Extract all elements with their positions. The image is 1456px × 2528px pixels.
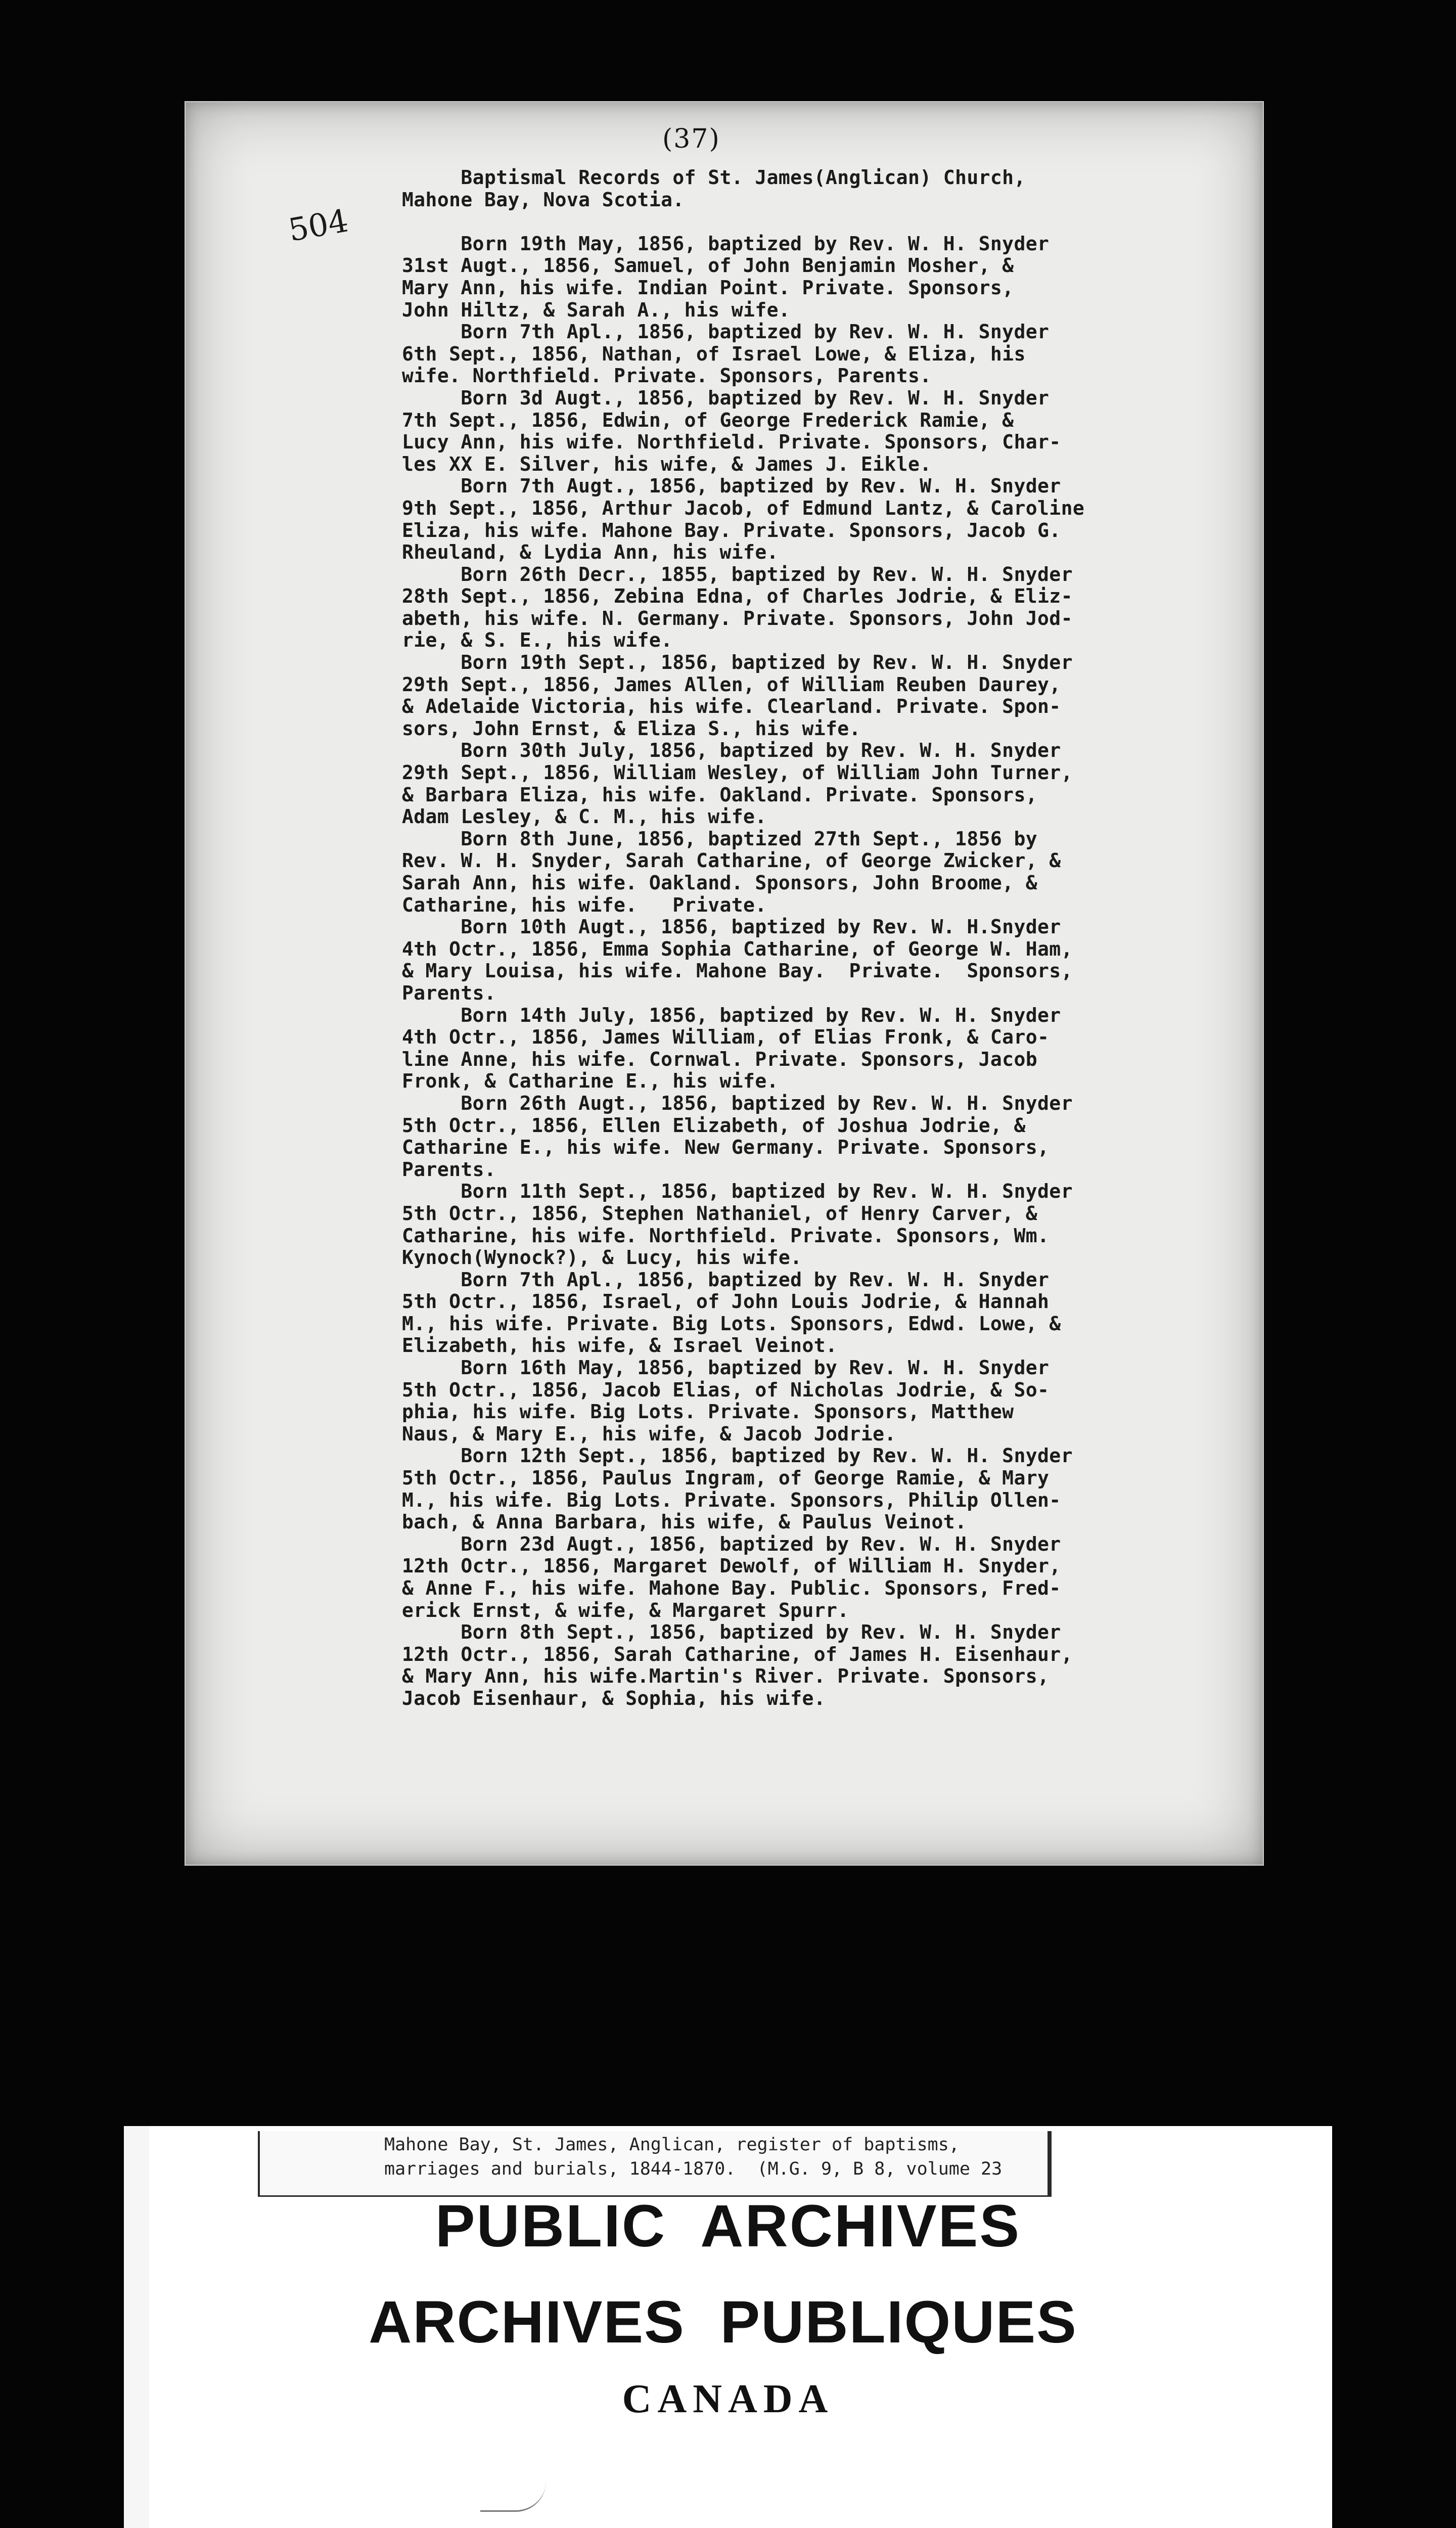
typed-line: Born 10th Augt., 1856, baptized by Rev. W. H.Snyder (402, 916, 1061, 938)
typed-line: Adam Lesley, & C. M., his wife. (402, 805, 767, 828)
typed-line: wife. Northfield. Private. Sponsors, Parents. (402, 365, 932, 387)
typed-line: Elizabeth, his wife, & Israel Veinot. (402, 1334, 838, 1357)
typed-line: 4th Octr., 1856, Emma Sophia Catharine, of George W. Ham, (402, 937, 1073, 960)
typed-line: M., his wife. Big Lots. Private. Sponsors, Philip Ollen- (402, 1488, 1061, 1511)
typed-line: 31st Augt., 1856, Samuel, of John Benjamin Mosher, & (402, 254, 1014, 277)
typed-line: Born 7th Apl., 1856, baptized by Rev. W. H. Snyder (402, 1268, 1050, 1291)
typed-line: 5th Octr., 1856, Jacob Elias, of Nicholas Jodrie, & So- (402, 1378, 1050, 1401)
typed-line: les XX E. Silver, his wife, & James J. Eikle. (402, 453, 932, 475)
reference-label-line-2: marriages and burials, 1844-1870. (M.G. 9, B 8, volume 23 (384, 2159, 1003, 2179)
typed-line: 5th Octr., 1856, Israel, of John Louis Jodrie, & Hannah (402, 1290, 1050, 1313)
typed-line: bach, & Anna Barbara, his wife, & Paulus Veinot. (402, 1511, 967, 1533)
typed-line: Parents. (402, 1158, 496, 1181)
typed-line: 12th Octr., 1856, Margaret Dewolf, of William H. Snyder, (402, 1555, 1061, 1577)
typed-line: Baptismal Records of St. James(Anglican) Church, (402, 166, 1026, 189)
typed-line: Parents. (402, 981, 496, 1004)
typed-line: & Mary Louisa, his wife. Mahone Bay. Private. Sponsors, (402, 960, 1073, 982)
typed-line: Born 7th Apl., 1856, baptized by Rev. W. H. Snyder (402, 321, 1050, 343)
typed-line: Eliza, his wife. Mahone Bay. Private. Sponsors, Jacob G. (402, 519, 1061, 541)
typed-line: 6th Sept., 1856, Nathan, of Israel Lowe, & Eliza, his (402, 342, 1026, 365)
typed-line: line Anne, his wife. Cornwal. Private. Sponsors, Jacob (402, 1048, 1038, 1070)
typed-line: 29th Sept., 1856, James Allen, of William Reuben Daurey, (402, 673, 1061, 696)
typed-line: Catharine E., his wife. New Germany. Private. Sponsors, (402, 1136, 1050, 1159)
typed-line: Mary Ann, his wife. Indian Point. Private. Sponsors, (402, 276, 1014, 299)
typed-line: & Adelaide Victoria, his wife. Clearland. Private. Spon- (402, 695, 1061, 718)
typed-line: Born 14th July, 1856, baptized by Rev. W. H. Snyder (402, 1004, 1061, 1026)
typed-line: Born 26th Decr., 1855, baptized by Rev. W. H. Snyder (402, 563, 1073, 585)
typed-line: Born 11th Sept., 1856, baptized by Rev. W. H. Snyder (402, 1180, 1073, 1203)
typed-line: M., his wife. Private. Big Lots. Sponsors, Edwd. Lowe, & (402, 1312, 1061, 1335)
typed-line: Lucy Ann, his wife. Northfield. Private. Sponsors, Char- (402, 431, 1061, 454)
typed-line: Catharine, his wife. Northfield. Private. Sponsors, Wm. (402, 1224, 1050, 1247)
archives-title-french: ARCHIVES PUBLIQUES (369, 2289, 1077, 2356)
typed-line: Fronk, & Catharine E., his wife. (402, 1070, 779, 1093)
typed-line: Born 8th June, 1856, baptized 27th Sept., 1856 by (402, 827, 1038, 850)
typed-line: 5th Octr., 1856, Stephen Nathaniel, of Henry Carver, & (402, 1202, 1038, 1225)
typed-line: & Mary Ann, his wife.Martin's River. Private. Sponsors, (402, 1665, 1050, 1688)
typed-line: 9th Sept., 1856, Arthur Jacob, of Edmund Lantz, & Caroline (402, 496, 1085, 519)
typed-line: Born 19th May, 1856, baptized by Rev. W. H. Snyder (402, 232, 1050, 255)
typed-line: John Hiltz, & Sarah A., his wife. (402, 298, 791, 321)
typed-line: & Anne F., his wife. Mahone Bay. Public. Sponsors, Fred- (402, 1577, 1061, 1599)
typed-baptismal-records (402, 167, 1175, 1710)
typed-line: Born 19th Sept., 1856, baptized by Rev. W. H. Snyder (402, 651, 1073, 674)
typed-line (402, 211, 1175, 233)
typed-line: 28th Sept., 1856, Zebina Edna, of Charles Jodrie, & Eliz- (402, 585, 1073, 608)
archives-title-english: PUBLIC ARCHIVES (435, 2193, 1021, 2260)
typed-line: sors, John Ernst, & Eliza S., his wife. (402, 717, 861, 740)
typed-line: Rev. W. H. Snyder, Sarah Catharine, of George Zwicker, & (402, 849, 1061, 872)
typed-line: phia, his wife. Big Lots. Private. Sponsors, Matthew (402, 1401, 1014, 1423)
typed-line: Catharine, his wife. Private. (402, 893, 767, 916)
typed-line: & Barbara Eliza, his wife. Oakland. Private. Sponsors, (402, 783, 1038, 806)
typed-line: 5th Octr., 1856, Paulus Ingram, of George Ramie, & Mary (402, 1467, 1050, 1489)
typed-line: Born 16th May, 1856, baptized by Rev. W. H. Snyder (402, 1357, 1050, 1379)
typed-line: Sarah Ann, his wife. Oakland. Sponsors, John Broome, & (402, 872, 1038, 894)
page-number: (37) (662, 124, 720, 154)
typed-line: 7th Sept., 1856, Edwin, of George Frederick Ramie, & (402, 409, 1014, 431)
typed-line: Born 23d Augt., 1856, baptized by Rev. W. H. Snyder (402, 1532, 1061, 1555)
typed-line: rie, & S. E., his wife. (402, 629, 673, 652)
typed-line: Mahone Bay, Nova Scotia. (402, 188, 685, 211)
typed-line: Jacob Eisenhaur, & Sophia, his wife. (402, 1687, 826, 1709)
typed-line: Born 7th Augt., 1856, baptized by Rev. W. H. Snyder (402, 475, 1061, 498)
handwritten-margin-note: 504 (286, 202, 351, 249)
typed-line: Born 3d Augt., 1856, baptized by Rev. W. H. Snyder (402, 386, 1050, 409)
typed-line: 12th Octr., 1856, Sarah Catharine, of James H. Eisenhaur, (402, 1643, 1073, 1665)
typed-line: Naus, & Mary E., his wife, & Jacob Jodrie. (402, 1422, 896, 1445)
typed-line: Rheuland, & Lydia Ann, his wife. (402, 541, 779, 564)
typed-line: Born 12th Sept., 1856, baptized by Rev. W. H. Snyder (402, 1444, 1073, 1467)
typed-line: Kynoch(Wynock?), & Lucy, his wife. (402, 1246, 802, 1269)
typed-line: Born 30th July, 1856, baptized by Rev. W. H. Snyder (402, 739, 1061, 762)
typed-line: 29th Sept., 1856, William Wesley, of William John Turner, (402, 761, 1073, 784)
reference-label-line-1: Mahone Bay, St. James, Anglican, register of baptisms, (384, 2135, 960, 2155)
typed-line: 4th Octr., 1856, James William, of Elias Fronk, & Caro- (402, 1026, 1050, 1049)
typed-line: erick Ernst, & wife, & Margaret Spurr. (402, 1599, 849, 1621)
typed-line: Born 8th Sept., 1856, baptized by Rev. W. H. Snyder (402, 1621, 1061, 1644)
typed-line: Born 26th Augt., 1856, baptized by Rev. W. H. Snyder (402, 1092, 1073, 1114)
typed-line: 5th Octr., 1856, Ellen Elizabeth, of Joshua Jodrie, & (402, 1114, 1026, 1137)
archives-country: CANADA (622, 2377, 834, 2421)
typed-line: abeth, his wife. N. Germany. Private. Sponsors, John Jod- (402, 607, 1073, 629)
